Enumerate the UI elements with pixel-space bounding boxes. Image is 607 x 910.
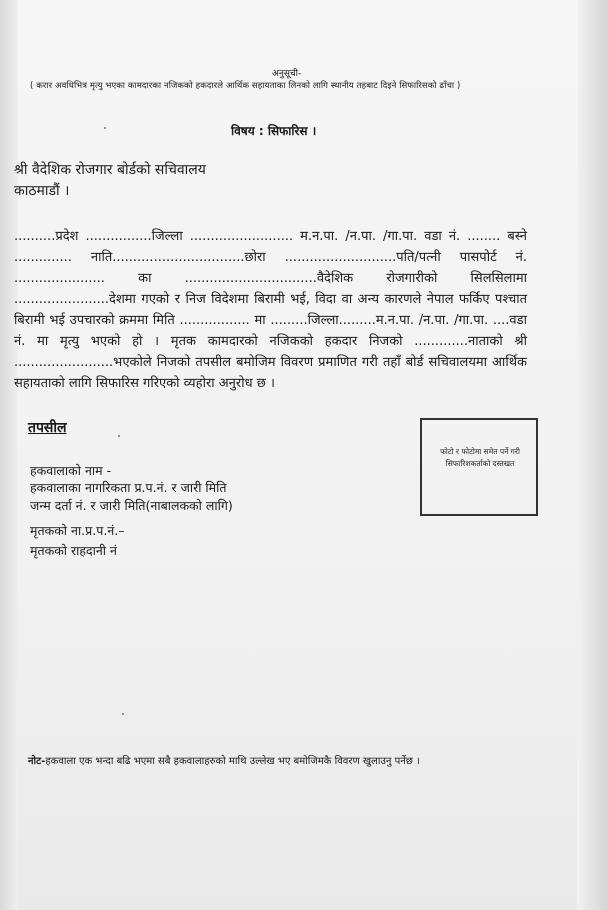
form-subtitle: ( करार अवधिभित्र मृत्यु भएका कामदारका नजिकको हकदारले आर्थिक सहायताका लिनको लागि स्थानीय तहबाट दिइने सिफारिसको ढाँचा ): [30, 81, 461, 91]
photo-signature-box: [420, 418, 538, 516]
annex-label: अनुसूची-: [272, 69, 302, 79]
tapsil-heading: तपसील: [28, 420, 67, 436]
note-text: हकवाला एक भन्दा बढि भएमा सबै हकवालाहरुको माथि उल्लेख भए बमोजिमकै विवरण खुलाउनु पर्नेछ ।: [45, 756, 420, 767]
addressee-line-2: काठमाडौं ।: [14, 183, 70, 199]
page-edge-shadow-right: [577, 0, 607, 910]
detail-line-deceased-citizenship: मृतकको ना.प्र.प.नं.–: [30, 523, 125, 538]
footnote: [28, 753, 588, 767]
scan-speck: [104, 127, 106, 129]
subject-line: विषय : सिफारिस ।: [231, 124, 317, 138]
page-edge-shadow-left: [0, 0, 18, 910]
letter-paragraph: ..........प्रदेश ................जिल्ला ......................... म.न.पा. /न.पा. /गा.पा. वडा नं. ........ बस्ने .............. नाति................................छोरा ...........................पति/पत्नी पासपोर्ट नं. ...................... का ................................वैदेशिक रोजगारीको सिलसिलामा .......................देशमा गएको र निज विदेशमा बिरामी भई, विदा वा अन्य कारणले नेपाल फर्किए पश्चात बिरामी भई उपचारको क्रममा मिति ................. मा .........जिल्ला.........म.न.पा. /न.पा. /गा.पा. ....वडा नं. मा मृत्यु भएको हो । मृतक कामदारको नजिकको हकदार निजको .............नाताको श्री ........................भएकोले निजको तपसील बमोजिम विवरण प्रमाणित गरी तहाँ बोर्ड सचिवालयमा आर्थिक सहायताको लागि सिफारिस गरिएको व्यहोरा अनुरोध छ ।: [14, 229, 527, 391]
detail-line-claimant-name: हकवालाको नाम -: [30, 463, 112, 478]
addressee-line-1: श्री वैदेशिक रोजगार बोर्डको सचिवालय: [14, 162, 206, 178]
detail-line-citizenship: हकवालाका नागरिकता प्र.प.नं. र जारी मिति: [30, 480, 227, 495]
detail-line-deceased-passport: मृतकको राहदानी नं: [30, 543, 117, 558]
scan-speck: [118, 435, 120, 437]
photo-box-text: फोटो र फोटोमा समेत पर्ने गरी सिफारिशकर्ताको दस्तखत: [440, 447, 520, 468]
detail-line-birth-registration: जन्म दर्ता नं. र जारी मिति(नाबालकको लागि): [30, 498, 233, 513]
scan-speck: [122, 713, 124, 715]
letter-body: [14, 226, 527, 394]
note-label: नोट-: [28, 756, 46, 767]
